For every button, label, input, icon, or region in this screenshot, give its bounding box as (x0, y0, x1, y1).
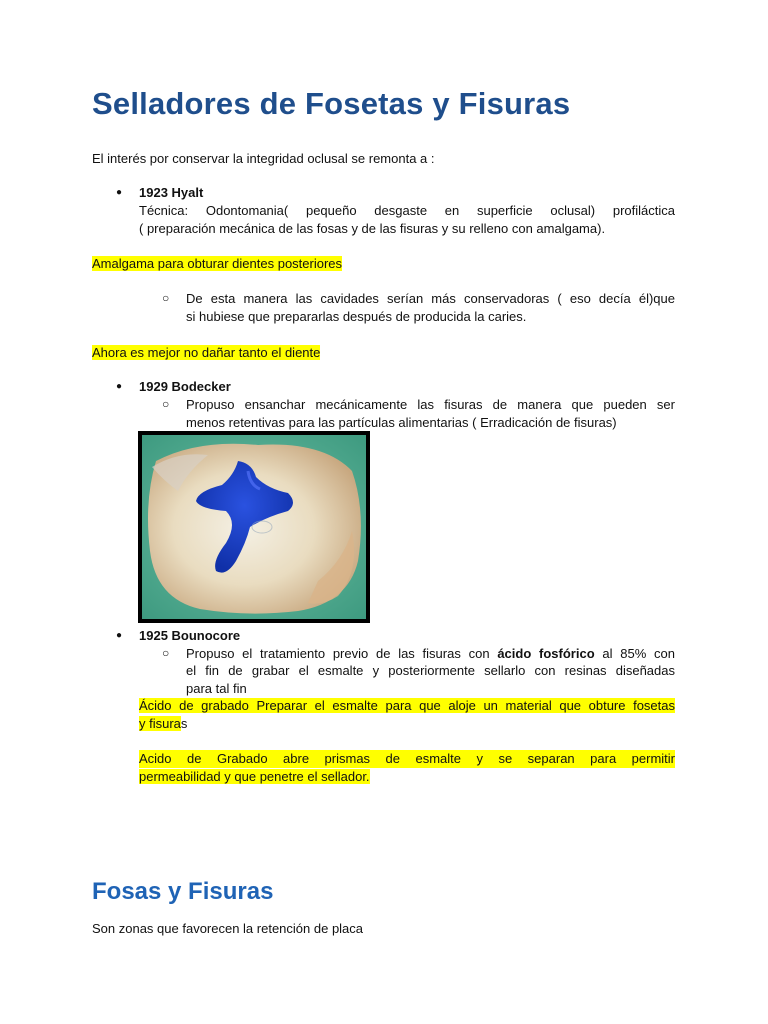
highlight-amalgama: Amalgama para obturar dientes posteriores (92, 256, 343, 271)
tooth-illustration (138, 431, 370, 623)
item3-heading: 1925 Bounocore (139, 628, 241, 643)
item3-line2: el fin de grabar el esmalte y posteriormente sellarlo con resinas diseñadas (186, 663, 675, 678)
item1-heading: 1923 Hyalt (139, 185, 204, 200)
section-fosas-text: Son zonas que favorecen la retención de placa (92, 921, 364, 936)
item3-line3: para tal fin (186, 681, 247, 696)
page-title: Selladores de Fosetas y Fisuras (92, 86, 571, 121)
circle-bullet-icon: ○ (162, 397, 170, 411)
circle-bullet-icon: ○ (162, 646, 170, 660)
highlight-grabado-line2: permeabilidad y que penetre el sellador. (139, 769, 370, 784)
highlight-acido-line1: Ácido de grabado Preparar el esmalte para que aloje un material que obture fosetas (139, 698, 675, 713)
bullet-icon: ● (116, 381, 123, 392)
highlight-acido-line2: y fisuras (139, 716, 188, 731)
highlight-ahora: Ahora es mejor no dañar tanto el diente (92, 345, 321, 360)
intro-text: El interés por conservar la integridad oclusal se remonta a : (92, 151, 435, 166)
section-title-fosas: Fosas y Fisuras (92, 878, 274, 905)
bullet-icon: ● (116, 187, 123, 198)
item2-line2: menos retentivas para las partículas alimentarias ( Erradicación de fisuras) (186, 415, 617, 430)
item2-line1: Propuso ensanchar mecánicamente las fisuras de manera que pueden ser (186, 397, 675, 412)
circle-bullet-icon: ○ (162, 291, 170, 305)
tooth-sealant-photo (138, 431, 370, 623)
item1-line2: ( preparación mecánica de las fosas y de las fisuras y su relleno con amalgama). (139, 221, 606, 236)
sub1-line1: De esta manera las cavidades serían más conservadoras ( eso decía él)que (186, 291, 675, 306)
item2-heading: 1929 Bodecker (139, 379, 231, 394)
item3-line1: Propuso el tratamiento previo de las fisuras con ácido fosfórico al 85% con (186, 646, 676, 661)
bullet-icon: ● (116, 630, 123, 641)
sub1-line2: si hubiese que prepararlas después de producida la caries. (186, 309, 527, 324)
item1-line1: Técnica: Odontomania( pequeño desgaste en superficie oclusal) profiláctica (139, 203, 675, 218)
highlight-grabado-line1: Acido de Grabado abre prismas de esmalte y se separan para permitir (139, 751, 675, 766)
